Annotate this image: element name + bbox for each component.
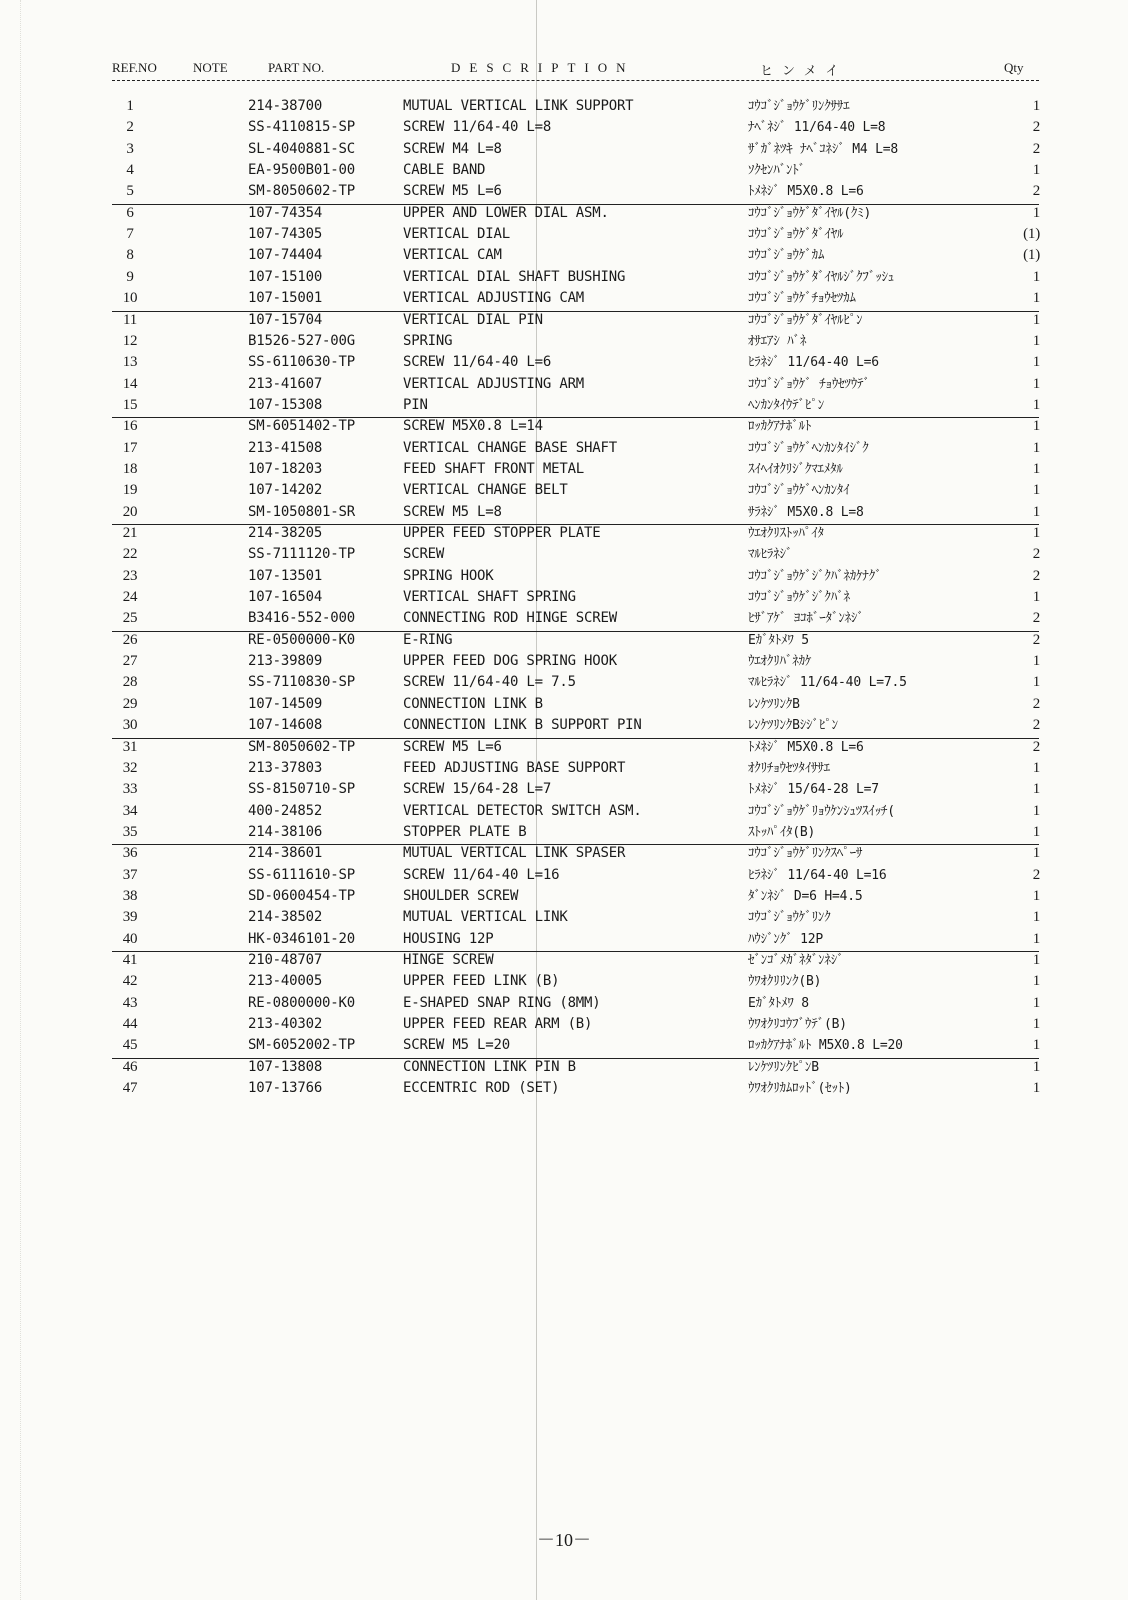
header-ref-no: REF.NO bbox=[112, 60, 157, 75]
part-no-cell: B1526-527-00G bbox=[248, 332, 355, 349]
table-row bbox=[0, 203, 1128, 224]
table-row bbox=[0, 993, 1128, 1014]
ref-no-cell: 15 bbox=[122, 396, 138, 413]
ref-no-cell: 45 bbox=[122, 1037, 138, 1054]
qty-cell: (1) bbox=[1023, 247, 1040, 264]
kana-name-cell: ｺｳｺﾞｼﾞｮｳｹﾞﾀﾞｲﾔﾙ(ｸﾐ) bbox=[748, 205, 872, 221]
part-no-cell: B3416-552-000 bbox=[248, 610, 355, 627]
ref-no-cell: 11 bbox=[122, 311, 138, 328]
kana-name-cell: ﾋﾗﾈｼﾞ 11/64-40 L=16 bbox=[748, 867, 887, 883]
table-row bbox=[0, 865, 1128, 886]
ref-no-cell: 1 bbox=[126, 98, 134, 114]
table-row bbox=[0, 971, 1128, 992]
part-no-cell: 213-41508 bbox=[248, 439, 323, 456]
description-cell: CONNECTING ROD HINGE SCREW bbox=[403, 610, 617, 627]
table-row bbox=[0, 587, 1128, 608]
part-no-cell: RE-0800000-K0 bbox=[248, 994, 355, 1011]
ref-no-cell: 39 bbox=[122, 909, 138, 926]
kana-name-cell: ｳﾜｵｸﾘﾘﾝｸ(B) bbox=[748, 974, 822, 990]
ref-no-cell: 10 bbox=[122, 290, 138, 307]
table-row bbox=[0, 352, 1128, 373]
kana-name-cell: ｳﾜｵｸﾘｺｳﾌﾞｳﾃﾞ(B) bbox=[748, 1017, 847, 1033]
ref-no-cell: 40 bbox=[122, 930, 138, 947]
part-no-cell: 107-15001 bbox=[248, 290, 323, 307]
kana-name-cell: ｿｸｾﾝﾊﾞﾝﾄﾞ bbox=[748, 163, 806, 179]
part-no-cell: 214-38106 bbox=[248, 823, 323, 840]
kana-name-cell: ﾛｯｶｸｱﾅﾎﾞﾙﾄ bbox=[748, 419, 812, 435]
table-row bbox=[0, 310, 1128, 331]
ref-no-cell: 17 bbox=[122, 439, 138, 456]
part-no-cell: 107-14202 bbox=[248, 482, 323, 499]
table-row bbox=[0, 395, 1128, 416]
qty-cell: 2 bbox=[1032, 631, 1040, 648]
qty-cell: 1 bbox=[1032, 589, 1040, 606]
qty-cell: 1 bbox=[1032, 802, 1040, 819]
ref-no-cell: 27 bbox=[122, 653, 138, 670]
ref-no-cell: 2 bbox=[126, 119, 134, 136]
table-row bbox=[0, 459, 1128, 480]
part-no-cell: SM-8050602-TP bbox=[248, 738, 355, 755]
description-cell: UPPER AND LOWER DIAL ASM. bbox=[403, 204, 609, 221]
description-cell: PIN bbox=[403, 396, 428, 413]
ref-no-cell: 13 bbox=[122, 354, 138, 371]
qty-cell: 1 bbox=[1032, 845, 1040, 862]
header-note: NOTE bbox=[193, 60, 228, 75]
qty-cell: 1 bbox=[1032, 1058, 1040, 1075]
kana-name-cell: ｺｳｺﾞｼﾞｮｳｹﾞﾀﾞｲﾔﾙﾋﾟﾝ bbox=[748, 312, 863, 328]
kana-name-cell: Eｶﾞﾀﾄﾒﾜ 8 bbox=[748, 995, 809, 1011]
kana-name-cell: ｺｳｺﾞｼﾞｮｳｹﾞﾀﾞｲﾔﾙｼﾞｸﾌﾞｯｼｭ bbox=[748, 269, 895, 285]
description-cell: SCREW M5X0.8 L=14 bbox=[403, 418, 543, 435]
part-no-cell: HK-0346101-20 bbox=[248, 930, 355, 947]
part-no-cell: SS-7111120-TP bbox=[248, 546, 355, 563]
description-cell: VERTICAL ADJUSTING ARM bbox=[403, 375, 585, 392]
part-no-cell: 210-48707 bbox=[248, 952, 323, 968]
ref-no-cell: 23 bbox=[122, 567, 138, 584]
description-cell: SPRING bbox=[403, 332, 453, 349]
kana-name-cell: ﾚﾝｹﾂﾘﾝｸBｼｼﾞﾋﾟﾝ bbox=[748, 718, 838, 734]
qty-cell: 1 bbox=[1032, 418, 1040, 435]
qty-cell: 1 bbox=[1032, 375, 1040, 392]
ref-no-cell: 7 bbox=[126, 226, 134, 243]
qty-cell: 2 bbox=[1032, 546, 1040, 563]
table-row bbox=[0, 416, 1128, 437]
table-row bbox=[0, 139, 1128, 160]
part-no-cell: EA-9500B01-00 bbox=[248, 162, 355, 179]
table-row bbox=[0, 224, 1128, 245]
qty-cell: 1 bbox=[1032, 823, 1040, 840]
header-kana-name: ヒンメイ bbox=[760, 63, 848, 78]
ref-no-cell: 30 bbox=[122, 717, 138, 734]
ref-no-cell: 44 bbox=[122, 1016, 138, 1033]
description-cell: HOUSING 12P bbox=[403, 930, 494, 947]
description-cell: UPPER FEED LINK (B) bbox=[403, 973, 560, 990]
qty-cell: 1 bbox=[1032, 98, 1040, 114]
table-row bbox=[0, 843, 1128, 864]
ref-no-cell: 5 bbox=[126, 183, 134, 200]
qty-cell: (1) bbox=[1023, 226, 1040, 243]
table-row bbox=[0, 267, 1128, 288]
qty-cell: 1 bbox=[1032, 952, 1040, 968]
description-cell: SCREW 11/64-40 L=8 bbox=[403, 119, 552, 136]
description-cell: SCREW bbox=[403, 546, 445, 563]
description-cell: VERTICAL ADJUSTING CAM bbox=[403, 290, 585, 307]
description-cell: ECCENTRIC ROD (SET) bbox=[403, 1080, 560, 1097]
description-cell: E-SHAPED SNAP RING (8MM) bbox=[403, 994, 601, 1011]
ref-no-cell: 29 bbox=[122, 695, 138, 712]
qty-cell: 1 bbox=[1032, 1080, 1040, 1097]
kana-name-cell: ﾏﾙﾋﾗﾈｼﾞ bbox=[748, 547, 793, 563]
table-row bbox=[0, 608, 1128, 629]
description-cell: E-RING bbox=[403, 631, 453, 648]
ref-no-cell: 37 bbox=[122, 866, 138, 883]
table-row bbox=[0, 181, 1128, 202]
qty-cell: 2 bbox=[1032, 119, 1040, 136]
qty-cell: 1 bbox=[1032, 781, 1040, 798]
kana-name-cell: ｽｲﾍｲｵｸﾘｼﾞｸﾏｴﾒﾀﾙ bbox=[748, 461, 843, 477]
description-cell: CONNECTION LINK B SUPPORT PIN bbox=[403, 717, 642, 734]
kana-name-cell: ｺｳｺﾞｼﾞｮｳｹﾞﾘﾝｸｻｻｴ bbox=[748, 99, 850, 114]
qty-cell: 2 bbox=[1032, 183, 1040, 200]
kana-name-cell: ﾊｳｼﾞﾝｸﾞ 12P bbox=[748, 931, 824, 947]
qty-cell: 2 bbox=[1032, 717, 1040, 734]
ref-no-cell: 4 bbox=[126, 162, 134, 179]
table-row bbox=[0, 779, 1128, 800]
table-row bbox=[0, 288, 1128, 309]
table-row bbox=[0, 694, 1128, 715]
description-cell: STOPPER PLATE B bbox=[403, 823, 527, 840]
table-row bbox=[0, 1014, 1128, 1035]
qty-cell: 1 bbox=[1032, 887, 1040, 904]
table-row bbox=[0, 886, 1128, 907]
kana-name-cell: ﾋﾗﾈｼﾞ 11/64-40 L=6 bbox=[748, 355, 879, 371]
header-description: DESCRIPTION bbox=[451, 60, 635, 75]
kana-name-cell: ｻﾗﾈｼﾞ M5X0.8 L=8 bbox=[748, 504, 864, 520]
kana-name-cell: ﾚﾝｹﾂﾘﾝｸB bbox=[748, 696, 800, 712]
description-cell: SCREW M5 L=8 bbox=[403, 503, 502, 520]
description-cell: SCREW 11/64-40 L= 7.5 bbox=[403, 674, 576, 691]
qty-cell: 1 bbox=[1032, 1037, 1040, 1054]
ref-no-cell: 26 bbox=[122, 631, 138, 648]
table-row bbox=[0, 523, 1128, 544]
kana-name-cell: ﾚﾝｹﾂﾘﾝｸﾋﾟﾝB bbox=[748, 1059, 819, 1075]
table-row bbox=[0, 245, 1128, 266]
part-no-cell: 214-38700 bbox=[248, 98, 323, 114]
table-row bbox=[0, 566, 1128, 587]
description-cell: VERTICAL DIAL PIN bbox=[403, 311, 543, 328]
table-row bbox=[0, 1078, 1128, 1099]
description-cell: MUTUAL VERTICAL LINK SPASER bbox=[403, 845, 626, 862]
description-cell: VERTICAL DIAL bbox=[403, 226, 510, 243]
table-row bbox=[0, 96, 1128, 117]
part-no-cell: 107-74354 bbox=[248, 204, 323, 221]
table-row bbox=[0, 1035, 1128, 1056]
description-cell: SCREW 11/64-40 L=6 bbox=[403, 354, 552, 371]
kana-name-cell: ｵｻｴｱｼ ﾊﾞﾈ bbox=[748, 333, 807, 349]
qty-cell: 1 bbox=[1032, 930, 1040, 947]
qty-cell: 1 bbox=[1032, 268, 1040, 285]
description-cell: CABLE BAND bbox=[403, 162, 486, 179]
qty-cell: 1 bbox=[1032, 525, 1040, 541]
description-cell: SCREW 15/64-28 L=7 bbox=[403, 781, 552, 798]
table-row bbox=[0, 822, 1128, 843]
qty-cell: 1 bbox=[1032, 994, 1040, 1011]
table-row bbox=[0, 480, 1128, 501]
description-cell: MUTUAL VERTICAL LINK bbox=[403, 909, 568, 926]
description-cell: UPPER FEED DOG SPRING HOOK bbox=[403, 653, 617, 670]
ref-no-cell: 33 bbox=[122, 781, 138, 798]
ref-no-cell: 31 bbox=[122, 738, 138, 755]
part-no-cell: SS-6111610-SP bbox=[248, 866, 355, 883]
description-cell: VERTICAL DIAL SHAFT BUSHING bbox=[403, 268, 626, 285]
kana-name-cell: ﾄﾒﾈｼﾞ M5X0.8 L=6 bbox=[748, 739, 864, 755]
kana-name-cell: ｳｴｵｸﾘｽﾄｯﾊﾟｲﾀ bbox=[748, 526, 824, 541]
ref-no-cell: 25 bbox=[122, 610, 138, 627]
qty-cell: 1 bbox=[1032, 332, 1040, 349]
qty-cell: 1 bbox=[1032, 759, 1040, 776]
kana-name-cell: ｺｳｺﾞｼﾞｮｳｹﾞｼﾞｸﾊﾞﾈｶｹﾅｸﾞ bbox=[748, 568, 882, 584]
qty-cell: 1 bbox=[1032, 674, 1040, 691]
part-no-cell: 107-18203 bbox=[248, 460, 323, 477]
part-no-cell: RE-0500000-K0 bbox=[248, 631, 355, 648]
description-cell: MUTUAL VERTICAL LINK SUPPORT bbox=[403, 98, 634, 114]
ref-no-cell: 47 bbox=[122, 1080, 138, 1097]
qty-cell: 2 bbox=[1032, 738, 1040, 755]
ref-no-cell: 16 bbox=[122, 418, 138, 435]
qty-cell: 2 bbox=[1032, 140, 1040, 157]
table-row bbox=[0, 544, 1128, 565]
description-cell: FEED ADJUSTING BASE SUPPORT bbox=[403, 759, 626, 776]
qty-cell: 1 bbox=[1032, 204, 1040, 221]
kana-name-cell: ﾍﾝｶﾝﾀｲｳﾃﾞﾋﾟﾝ bbox=[748, 397, 825, 413]
kana-name-cell: ﾛｯｶｸｱﾅﾎﾞﾙﾄ M5X0.8 L=20 bbox=[748, 1038, 903, 1054]
description-cell: SCREW M4 L=8 bbox=[403, 140, 502, 157]
ref-no-cell: 36 bbox=[122, 845, 138, 862]
kana-name-cell: Eｶﾞﾀﾄﾒﾜ 5 bbox=[748, 632, 809, 648]
description-cell: UPPER FEED REAR ARM (B) bbox=[403, 1016, 593, 1033]
ref-no-cell: 38 bbox=[122, 887, 138, 904]
kana-name-cell: ｺｳｺﾞｼﾞｮｳｹﾞﾍﾝｶﾝﾀｲ bbox=[748, 483, 850, 499]
ref-no-cell: 34 bbox=[122, 802, 138, 819]
table-row bbox=[0, 502, 1128, 523]
kana-name-cell: ﾋｻﾞｱｹﾞ ﾖｺﾎﾞｰﾀﾞﾝﾈｼﾞ bbox=[748, 611, 864, 627]
description-cell: CONNECTION LINK PIN B bbox=[403, 1058, 576, 1075]
qty-cell: 1 bbox=[1032, 460, 1040, 477]
ref-no-cell: 21 bbox=[122, 525, 138, 541]
ref-no-cell: 43 bbox=[122, 994, 138, 1011]
part-no-cell: SD-0600454-TP bbox=[248, 887, 355, 904]
kana-name-cell: ｺｳｺﾞｼﾞｮｳｹﾞｶﾑ bbox=[748, 248, 825, 264]
qty-cell: 1 bbox=[1032, 653, 1040, 670]
part-no-cell: SS-4110815-SP bbox=[248, 119, 355, 136]
part-no-cell: SM-8050602-TP bbox=[248, 183, 355, 200]
ref-no-cell: 42 bbox=[122, 973, 138, 990]
kana-name-cell: ﾄﾒﾈｼﾞ 15/64-28 L=7 bbox=[748, 782, 879, 798]
part-no-cell: SS-7110830-SP bbox=[248, 674, 355, 691]
description-cell: HINGE SCREW bbox=[403, 952, 494, 968]
description-cell: VERTICAL CAM bbox=[403, 247, 502, 264]
ref-no-cell: 22 bbox=[122, 546, 138, 563]
part-no-cell: SS-6110630-TP bbox=[248, 354, 355, 371]
part-no-cell: 107-74404 bbox=[248, 247, 323, 264]
qty-cell: 1 bbox=[1032, 482, 1040, 499]
description-cell: SPRING HOOK bbox=[403, 567, 494, 584]
kana-name-cell: ｻﾞｶﾞﾈﾂｷ ﾅﾍﾞｺﾈｼﾞ M4 L=8 bbox=[748, 141, 899, 157]
description-cell: SCREW 11/64-40 L=16 bbox=[403, 866, 560, 883]
table-row bbox=[0, 374, 1128, 395]
table-row bbox=[0, 438, 1128, 459]
table-row bbox=[0, 1057, 1128, 1078]
description-cell: SCREW M5 L=6 bbox=[403, 738, 502, 755]
header-qty: Qty bbox=[1004, 60, 1024, 75]
table-row bbox=[0, 737, 1128, 758]
qty-cell: 2 bbox=[1032, 610, 1040, 627]
kana-name-cell: ﾀﾞﾝﾈｼﾞ D=6 H=4.5 bbox=[748, 888, 863, 904]
table-row bbox=[0, 117, 1128, 138]
part-no-cell: 107-15704 bbox=[248, 311, 323, 328]
description-cell: CONNECTION LINK B bbox=[403, 695, 543, 712]
ref-no-cell: 28 bbox=[122, 674, 138, 691]
qty-cell: 2 bbox=[1032, 695, 1040, 712]
ref-no-cell: 24 bbox=[122, 589, 138, 606]
table-row bbox=[0, 929, 1128, 950]
ref-no-cell: 18 bbox=[122, 460, 138, 477]
kana-name-cell: ｽﾄｯﾊﾟｲﾀ(B) bbox=[748, 824, 816, 840]
qty-cell: 1 bbox=[1032, 503, 1040, 520]
qty-cell: 1 bbox=[1032, 290, 1040, 307]
part-no-cell: SM-1050801-SR bbox=[248, 503, 355, 520]
part-no-cell: SM-6051402-TP bbox=[248, 418, 355, 435]
kana-name-cell: ｺｳｺﾞｼﾞｮｳｹﾞﾍﾝｶﾝﾀｲｼﾞｸ bbox=[748, 440, 869, 456]
table-row bbox=[0, 331, 1128, 352]
header-part-no: PART NO. bbox=[268, 60, 325, 75]
ref-no-cell: 19 bbox=[122, 482, 138, 499]
part-no-cell: 213-39809 bbox=[248, 653, 323, 670]
kana-name-cell: ｺｳｺﾞｼﾞｮｳｹﾞﾁｮｳｾﾂｶﾑ bbox=[748, 291, 856, 307]
part-no-cell: 400-24852 bbox=[248, 802, 323, 819]
ref-no-cell: 9 bbox=[126, 268, 134, 285]
ref-no-cell: 35 bbox=[122, 823, 138, 840]
part-no-cell: 107-74305 bbox=[248, 226, 323, 243]
table-row bbox=[0, 715, 1128, 736]
ref-no-cell: 14 bbox=[122, 375, 138, 392]
table-row bbox=[0, 801, 1128, 822]
description-cell: VERTICAL DETECTOR SWITCH ASM. bbox=[403, 802, 642, 819]
table-row bbox=[0, 672, 1128, 693]
table-row bbox=[0, 950, 1128, 971]
part-no-cell: 213-40005 bbox=[248, 973, 323, 990]
kana-name-cell: ﾅﾍﾞﾈｼﾞ 11/64-40 L=8 bbox=[748, 120, 886, 136]
qty-cell: 1 bbox=[1032, 396, 1040, 413]
table-row bbox=[0, 651, 1128, 672]
part-no-cell: 107-14608 bbox=[248, 717, 323, 734]
table-row bbox=[0, 907, 1128, 928]
ref-no-cell: 20 bbox=[122, 503, 138, 520]
kana-name-cell: ｳﾜｵｸﾘｶﾑﾛｯﾄﾞ(ｾｯﾄ) bbox=[748, 1081, 852, 1097]
part-no-cell: 107-15100 bbox=[248, 268, 323, 285]
kana-name-cell: ｺｳｺﾞｼﾞｮｳｹﾞﾘﾝｸｽﾍﾟｰｻ bbox=[748, 846, 863, 862]
page-number: －10－ bbox=[537, 1530, 591, 1550]
table-row bbox=[0, 160, 1128, 181]
qty-cell: 2 bbox=[1032, 866, 1040, 883]
qty-cell: 1 bbox=[1032, 1016, 1040, 1033]
part-no-cell: 107-15308 bbox=[248, 396, 323, 413]
kana-name-cell: ﾏﾙﾋﾗﾈｼﾞ 11/64-40 L=7.5 bbox=[748, 675, 907, 691]
kana-name-cell: ｺｳｺﾞｼﾞｮｳｹﾞﾀﾞｲﾔﾙ bbox=[748, 227, 844, 243]
ref-no-cell: 46 bbox=[122, 1058, 138, 1075]
kana-name-cell: ｳｴｵｸﾘﾊﾞﾈｶｹ bbox=[748, 654, 812, 670]
description-cell: FEED SHAFT FRONT METAL bbox=[403, 460, 585, 477]
part-no-cell: SS-8150710-SP bbox=[248, 781, 355, 798]
part-no-cell: 214-38205 bbox=[248, 525, 323, 541]
kana-name-cell: ｾﾞﾝｺﾞﾒｶﾞﾈﾀﾞﾝﾈｼﾞ bbox=[748, 953, 844, 968]
kana-name-cell: ｵｸﾘﾁｮｳｾﾂﾀｲｻｻｴ bbox=[748, 760, 830, 776]
part-no-cell: SM-6052002-TP bbox=[248, 1037, 355, 1054]
part-no-cell: 213-37803 bbox=[248, 759, 323, 776]
table-row bbox=[0, 758, 1128, 779]
part-no-cell: 107-16504 bbox=[248, 589, 323, 606]
header-dashed-rule bbox=[112, 80, 1039, 81]
table-row bbox=[0, 630, 1128, 651]
qty-cell: 1 bbox=[1032, 354, 1040, 371]
ref-no-cell: 8 bbox=[126, 247, 134, 264]
description-cell: VERTICAL CHANGE BELT bbox=[403, 482, 568, 499]
ref-no-cell: 32 bbox=[122, 759, 138, 776]
kana-name-cell: ｺｳｺﾞｼﾞｮｳｹﾞﾘﾝｸ bbox=[748, 910, 831, 926]
description-cell: SCREW M5 L=6 bbox=[403, 183, 502, 200]
qty-cell: 1 bbox=[1032, 311, 1040, 328]
qty-cell: 1 bbox=[1032, 973, 1040, 990]
qty-cell: 1 bbox=[1032, 909, 1040, 926]
kana-name-cell: ﾄﾒﾈｼﾞ M5X0.8 L=6 bbox=[748, 184, 864, 200]
kana-name-cell: ｺｳｺﾞｼﾞｮｳｹﾞｼﾞｸﾊﾞﾈ bbox=[748, 590, 850, 606]
description-cell: SCREW M5 L=20 bbox=[403, 1037, 510, 1054]
qty-cell: 1 bbox=[1032, 439, 1040, 456]
part-no-cell: 107-14509 bbox=[248, 695, 323, 712]
part-no-cell: 107-13808 bbox=[248, 1058, 323, 1075]
ref-no-cell: 3 bbox=[126, 140, 134, 157]
part-no-cell: 213-41607 bbox=[248, 375, 323, 392]
description-cell: SHOULDER SCREW bbox=[403, 887, 519, 904]
kana-name-cell: ｺｳｺﾞｼﾞｮｳｹﾞﾘｮｳｹﾝｼｭﾂｽｲｯﾁ( bbox=[748, 803, 895, 819]
description-cell: VERTICAL CHANGE BASE SHAFT bbox=[403, 439, 617, 456]
part-no-cell: 107-13766 bbox=[248, 1080, 323, 1097]
qty-cell: 2 bbox=[1032, 567, 1040, 584]
part-no-cell: 214-38601 bbox=[248, 845, 323, 862]
description-cell: UPPER FEED STOPPER PLATE bbox=[403, 525, 601, 541]
kana-name-cell: ｺｳｺﾞｼﾞｮｳｹﾞ ﾁｮｳｾﾂｳﾃﾞ bbox=[748, 376, 870, 392]
description-cell: VERTICAL SHAFT SPRING bbox=[403, 589, 576, 606]
ref-no-cell: 12 bbox=[122, 332, 138, 349]
qty-cell: 1 bbox=[1032, 162, 1040, 179]
part-no-cell: SL-4040881-SC bbox=[248, 140, 355, 157]
part-no-cell: 214-38502 bbox=[248, 909, 323, 926]
part-no-cell: 107-13501 bbox=[248, 567, 323, 584]
ref-no-cell: 41 bbox=[122, 952, 138, 968]
part-no-cell: 213-40302 bbox=[248, 1016, 323, 1033]
ref-no-cell: 6 bbox=[126, 204, 134, 221]
